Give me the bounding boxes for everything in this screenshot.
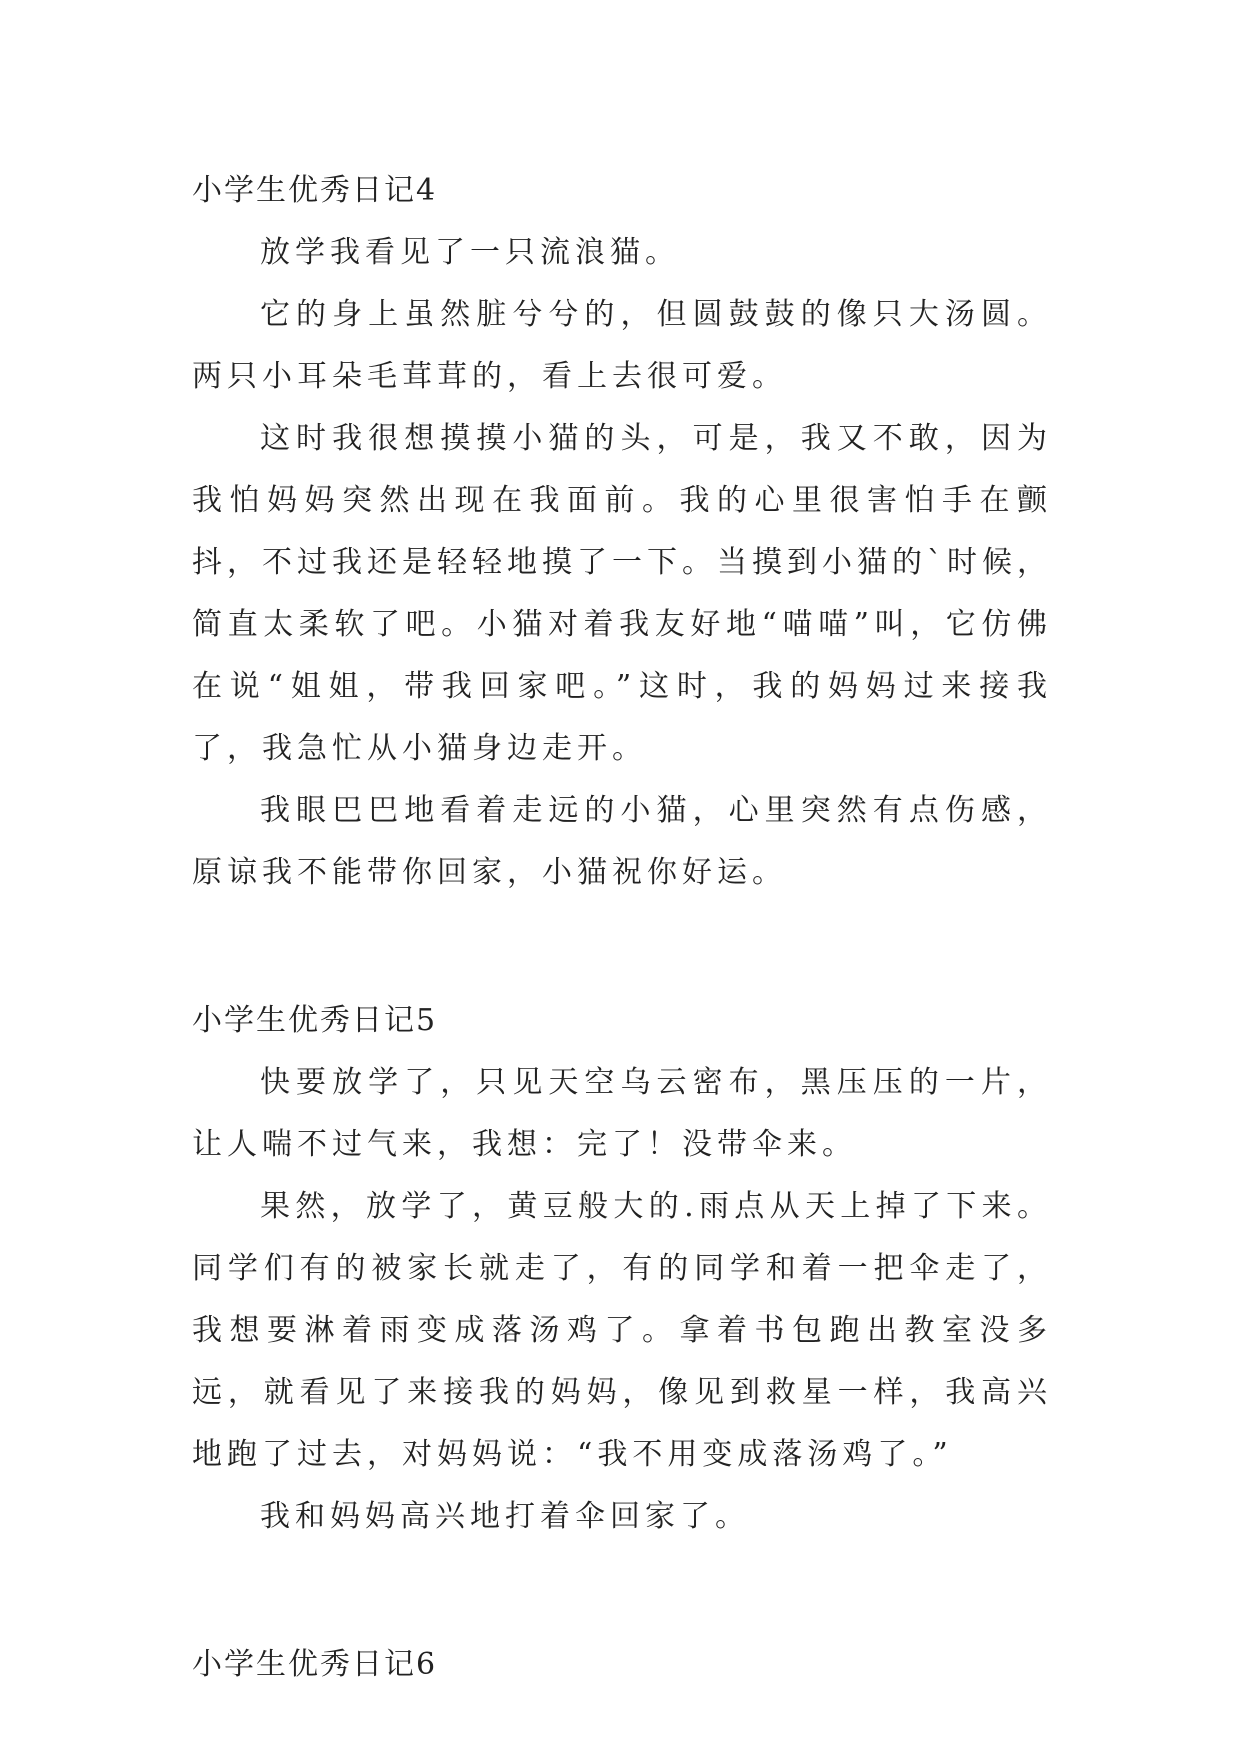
entry-title: 小学生优秀日记4 bbox=[192, 173, 438, 208]
section-spacer bbox=[192, 1548, 1052, 1634]
diary-entry-6 bbox=[192, 1634, 1052, 1696]
entry-title: 小学生优秀日记6 bbox=[192, 1647, 438, 1682]
paragraph: 这时我很想摸摸小猫的头，可是，我又不敢，因为我怕妈妈突然出现在我面前。我的心里很害怕手在颤抖，不过我还是轻轻地摸了一下。当摸到小猫的`时候，简直太柔软了吧。小猫对着我友好地“喵喵”叫，它仿佛在说“姐姐，带我回家吧。”这时，我的妈妈过来接我了，我急忙从小猫身边走开。 bbox=[192, 421, 1052, 766]
paragraph: 我和妈妈高兴地打着伞回家了。 bbox=[260, 1499, 750, 1534]
diary-entry-4 bbox=[192, 160, 1052, 904]
paragraph: 我眼巴巴地看着走远的小猫，心里突然有点伤感，原谅我不能带你回家，小猫祝你好运。 bbox=[192, 793, 1052, 890]
section-spacer bbox=[192, 904, 1052, 990]
document-body bbox=[192, 160, 1052, 1696]
paragraph: 放学我看见了一只流浪猫。 bbox=[260, 235, 680, 270]
paragraph: 快要放学了，只见天空乌云密布，黑压压的一片，让人喘不过气来，我想：完了！没带伞来。 bbox=[192, 1065, 1052, 1162]
entry-title: 小学生优秀日记5 bbox=[192, 1003, 438, 1038]
diary-entry-5 bbox=[192, 990, 1052, 1548]
paragraph: 它的身上虽然脏兮兮的，但圆鼓鼓的像只大汤圆。两只小耳朵毛茸茸的，看上去很可爱。 bbox=[192, 297, 1052, 394]
paragraph: 果然，放学了，黄豆般大的.雨点从天上掉了下来。同学们有的被家长就走了，有的同学和着一把伞走了，我想要淋着雨变成落汤鸡了。拿着书包跑出教室没多远，就看见了来接我的妈妈，像见到救星一样，我高兴地跑了过去，对妈妈说：“我不用变成落汤鸡了。” bbox=[192, 1189, 1052, 1472]
